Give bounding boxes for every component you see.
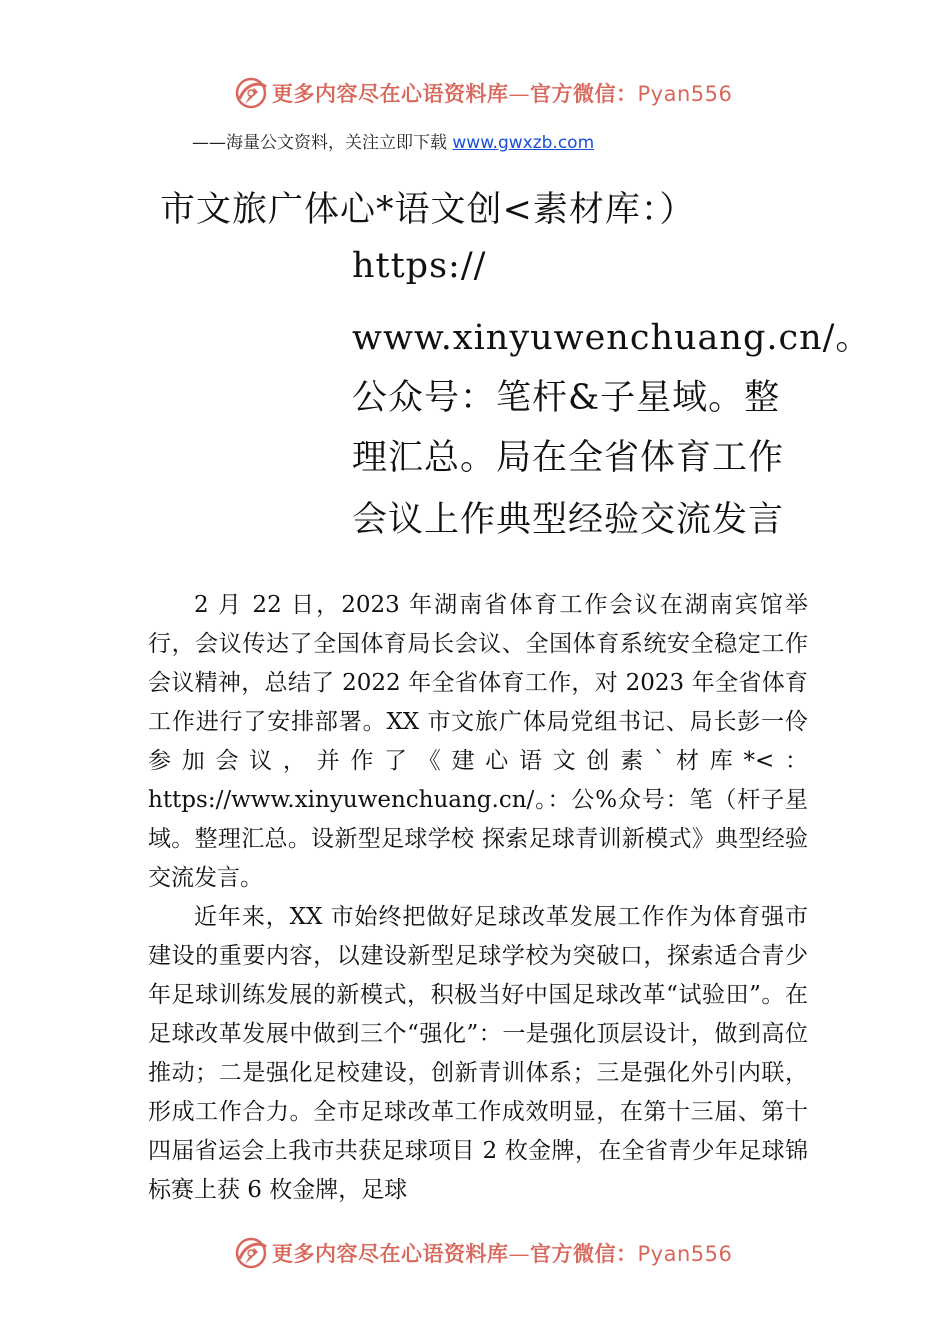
title-line-5: 理汇总。局在全省体育工作 <box>352 438 785 478</box>
download-link[interactable]: www.gwxzb.com <box>452 133 595 153</box>
footer-banner <box>0 1232 950 1276</box>
library-logo-icon <box>232 1234 270 1272</box>
wechat-label: 官方微信： <box>530 1241 638 1266</box>
library-logo-icon <box>232 74 270 112</box>
wechat-label: 官方微信： <box>530 81 638 106</box>
title-line-4: 公众号：笔杆&子星域。整 <box>352 378 781 418</box>
banner-text <box>272 78 732 108</box>
body-paragraph-2: 近年来，XX 市始终把做好足球改革发展工作作为体育强市建设的重要内容，以建设新型足球学校为突破口，探索适合青少年足球训练发展的新模式，积极当好中国足球改革“试验田”。在足球改革发展中做到三个“强化”：一是强化顶层设计，做到高位推动；二是强化足校建设，创新青训体系；三是强化外引内联，形成工作合力。全市足球改革工作成效明显，在第十三届、第十四届省运会上我市共获足球项目 2 枚金牌，在全省青少年足球锦标赛上获 6 枚金牌，足球 <box>148 904 808 1203</box>
title-line-1: 市文旅广体心*语文创<素材库：） <box>160 190 696 230</box>
banner-separator: — <box>508 1242 530 1266</box>
wechat-id: Pyan556 <box>637 1242 733 1266</box>
banner-text <box>272 1238 732 1268</box>
title-line-2: https:// <box>352 246 487 286</box>
wechat-id: Pyan556 <box>637 82 733 106</box>
download-notice <box>192 128 594 153</box>
header-banner <box>0 72 950 116</box>
title-line-6: 会议上作典型经验交流发言 <box>352 500 785 540</box>
title-line-3: www.xinyuwenchuang.cn/。 <box>352 318 872 358</box>
body-paragraph-1: 2 月 22 日，2023 年湖南省体育工作会议在湖南宾馆举行，会议传达了全国体育局长会议、全国体育系统安全稳定工作会议精神，总结了 2022 年全省体育工作，对 2023 年全省体育工作进行了安排部署。XX 市文旅广体局党组书记、局长彭一伶参加会议，并作了《建心语文创素`材库*<：https://www.xinyuwenchuang.cn/。：公%众号：笔（杆子星域。整理汇总。设新型足球学校 探索足球青训新模式》典型经验交流发言。 <box>148 592 808 891</box>
banner-separator: — <box>508 82 530 106</box>
banner-title: 更多内容尽在心语资料库 <box>272 81 509 106</box>
banner-title: 更多内容尽在心语资料库 <box>272 1241 509 1266</box>
download-notice-text: ——海量公文资料，关注立即下载 <box>192 133 453 153</box>
